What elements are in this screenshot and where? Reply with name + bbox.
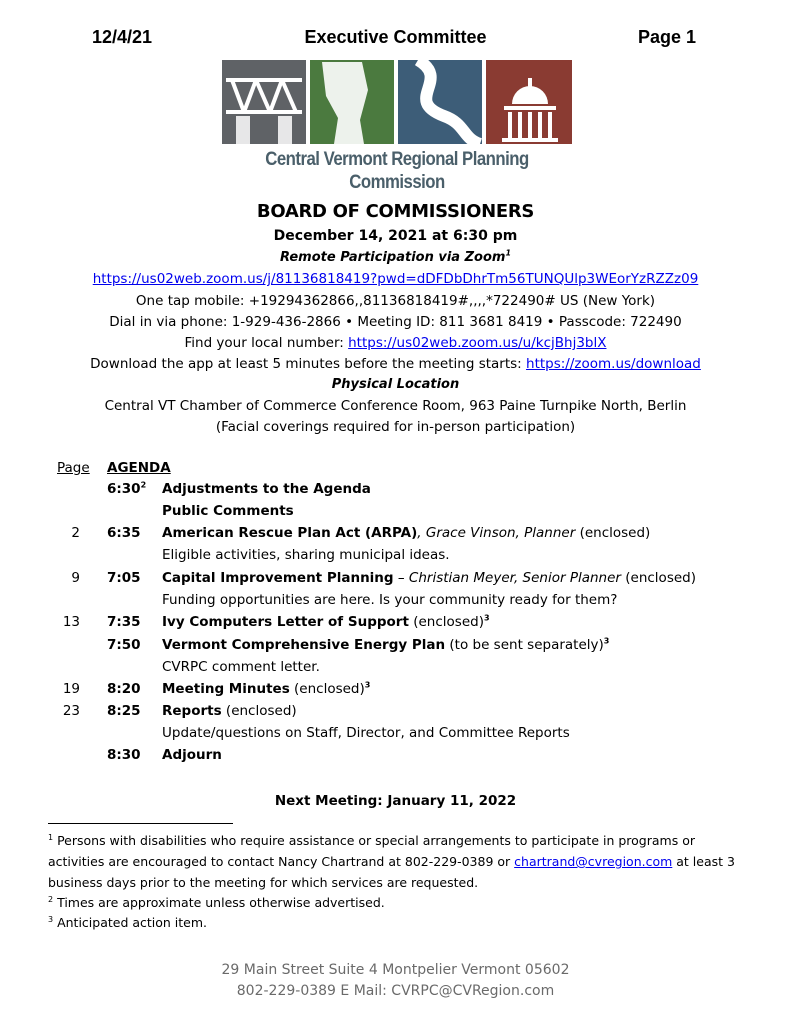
- agenda-item-time: 6:35: [107, 525, 141, 541]
- agenda-item: [0, 570, 791, 590]
- zoom-meeting-link-line: [0, 271, 791, 287]
- footnote-2: $^2$ Times are approximate unless otherwise advertised.: [48, 894, 385, 910]
- agenda-item-description: Funding opportunities are here. Is your community ready for them?: [162, 592, 618, 608]
- agenda-item-page: 2: [71, 525, 80, 541]
- agenda-item-time: 7:35: [107, 614, 141, 630]
- agenda-item: [0, 503, 791, 523]
- physical-location-heading: Physical Location: [331, 377, 460, 392]
- agenda-item-text: American Rescue Plan Act (ARPA), Grace Vinson, Planner (enclosed): [162, 525, 651, 541]
- agenda-page-column-header: Page: [57, 460, 90, 476]
- agenda-item: [0, 614, 791, 634]
- footnote-1-line-3: business days prior to the meeting for which services are requested.: [48, 875, 479, 890]
- agenda-item: [0, 525, 791, 545]
- footnote-1-line-2: activities are encouraged to contact Nancy Chartrand at 802-229-0389 or chartrand@cvregion.com at least 3: [48, 854, 735, 869]
- agenda-item-text: Meeting Minutes (enclosed)$^3$: [162, 680, 371, 697]
- contact-email-link[interactable]: chartrand@cvregion.com: [514, 854, 673, 869]
- zoom-meeting-link[interactable]: https://us02web.zoom.us/j/81136818419?pwd=dDFDbDhrTm56TUNQUlp3WEorYzRZZz09: [92, 271, 699, 287]
- agenda-item-title: Adjourn: [162, 747, 222, 763]
- logo-caption: Central Vermont Regional Planning Commission: [265, 148, 529, 193]
- agenda-item-description: CVRPC comment letter.: [162, 659, 320, 675]
- agenda-item-page: 9: [71, 570, 80, 586]
- remote-participation-heading: Remote Participation via Zoom$^1$: [279, 248, 512, 265]
- footnote-1-line-1: $^1$ Persons with disabilities who require assistance or special arrangements to participate in programs or: [48, 832, 695, 848]
- facial-coverings-note: (Facial coverings required for in-person participation): [215, 419, 576, 435]
- agenda-item-time: 7:05: [107, 570, 141, 586]
- agenda-item-text: Capital Improvement Planning – Christian Meyer, Senior Planner (enclosed): [162, 570, 696, 586]
- agenda-item-description: Eligible activities, sharing municipal ideas.: [162, 547, 450, 563]
- next-meeting: Next Meeting: January 11, 2022: [274, 793, 517, 809]
- agenda-item-time: 8:20: [107, 681, 141, 697]
- agenda-item: [0, 681, 791, 701]
- physical-address: Central VT Chamber of Commerce Conference Room, 963 Paine Turnpike North, Berlin: [104, 398, 687, 414]
- agenda-item-page: 23: [62, 703, 80, 719]
- agenda-item-time: $6:30^2$: [107, 480, 147, 497]
- meeting-date: December 14, 2021 at 6:30 pm: [273, 228, 518, 244]
- agenda-item: [0, 747, 791, 767]
- download-app-line: Download the app at least 5 minutes before the meeting starts: https://zoom.us/download: [90, 356, 701, 372]
- agenda-item-description: Update/questions on Staff, Director, and Committee Reports: [162, 725, 570, 741]
- agenda-item-time: 8:25: [107, 703, 141, 719]
- header-date: 12/4/21: [92, 27, 153, 47]
- agenda-item: [0, 637, 791, 657]
- agenda-item-page: 13: [62, 614, 80, 630]
- dial-in-line: Dial in via phone: 1-929-436-2866 • Meeting ID: 811 3681 8419 • Passcode: 722490: [109, 314, 682, 330]
- agenda-item-text: Vermont Comprehensive Energy Plan (to be sent separately)$^3$: [162, 636, 610, 653]
- zoom-download-link[interactable]: https://zoom.us/download: [526, 356, 701, 372]
- local-number-link[interactable]: https://us02web.zoom.us/u/kcjBhj3blX: [348, 335, 607, 351]
- agenda-heading: AGENDA: [107, 460, 171, 476]
- agenda-item-time: 8:30: [107, 747, 141, 763]
- header-page-number: Page 1: [637, 27, 696, 47]
- footer-address: 29 Main Street Suite 4 Montpelier Vermont 05602: [221, 962, 570, 978]
- agenda-item-title: Public Comments: [162, 503, 294, 519]
- agenda-item: [0, 703, 791, 723]
- local-number-line: Find your local number: https://us02web.zoom.us/u/kcjBhj3blX: [184, 335, 607, 351]
- agenda-header-row: [0, 460, 791, 480]
- footnote-divider: [48, 823, 233, 824]
- agenda-item-time: 7:50: [107, 637, 141, 653]
- agenda-item: [0, 481, 791, 501]
- agenda-item-page: 19: [62, 681, 80, 697]
- one-tap-mobile-line: One tap mobile: +19294362866,,81136818419#,,,,*722490# US (New York): [135, 293, 656, 309]
- footnote-3: $^3$ Anticipated action item.: [48, 914, 208, 930]
- agenda-item-title: Adjustments to the Agenda: [162, 481, 371, 497]
- agenda-item-text: Reports (enclosed): [162, 703, 297, 719]
- agenda-item-text: Ivy Computers Letter of Support (enclosed)$^3$: [162, 613, 490, 630]
- board-title: BOARD OF COMMISSIONERS: [256, 201, 535, 222]
- header-title: Executive Committee: [304, 27, 487, 47]
- footer-contact: 802-229-0389 E Mail: CVRPC@CVRegion.com: [236, 983, 555, 999]
